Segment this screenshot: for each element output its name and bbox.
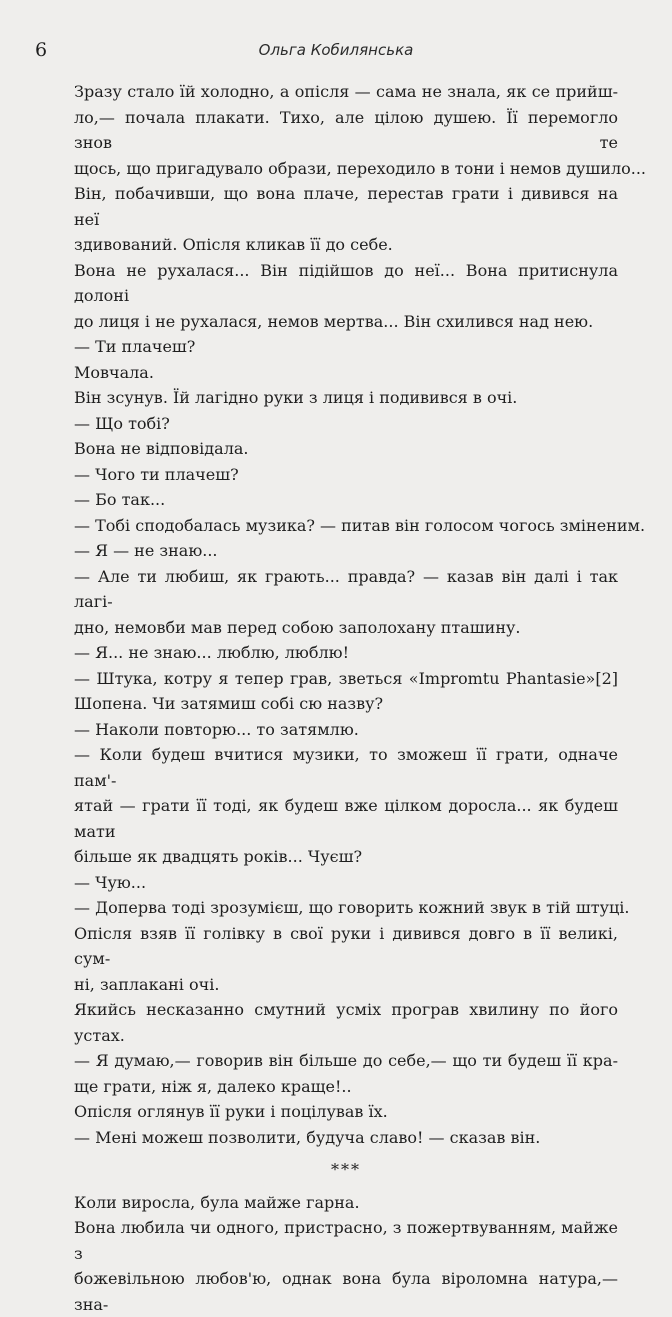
- text-line: — Ти плачеш?: [74, 334, 618, 360]
- text-line: Він зсунув. Їй лагідно руки з лиця і подивився в очі.: [74, 385, 618, 411]
- text-line: Вона не відповідала.: [74, 436, 618, 462]
- page-number: 6: [35, 38, 47, 62]
- text-line: Опісля взяв її голівку в свої руки і дивився довго в її великі, сум-: [74, 921, 618, 972]
- text-line: щось, що пригадувало образи, переходило в тони і немов душило...: [74, 156, 618, 182]
- text-line: Він, побачивши, що вона плаче, перестав грати і дивився на неї: [74, 181, 618, 232]
- text-line: Вона любила чи одного, пристрасно, з пожертвуванням, майже з: [74, 1215, 618, 1266]
- text-block-after-separator: [74, 1190, 618, 1317]
- text-line: Опісля оглянув її руки і поцілував їх.: [74, 1099, 618, 1125]
- text-line: Якийсь несказанно смутний усміх програв хвилину по його: [74, 997, 618, 1023]
- text-line: — Коли будеш вчитися музики, то зможеш її грати, одначе пам'-: [74, 742, 618, 793]
- text-line: Вона не рухалася... Він підійшов до неї... Вона притиснула долоні: [74, 258, 618, 309]
- text-block-main: [74, 79, 618, 1150]
- text-line: — Штука, котру я тепер грав, зветься «Impromtu Phantasie»[2]: [74, 666, 618, 692]
- text-line: — Що тобі?: [74, 411, 618, 437]
- running-header-author: Ольга Кобилянська: [0, 40, 672, 60]
- page-body: [74, 79, 618, 1317]
- text-line: ні, заплакані очі.: [74, 972, 618, 998]
- text-line: — Але ти любиш, як грають... правда? — казав він далі і так лагі-: [74, 564, 618, 615]
- text-line: божевільною любов'ю, однак вона була віроломна натура,— зна-: [74, 1266, 618, 1317]
- text-line: — Я — не знаю...: [74, 538, 618, 564]
- text-line: — Доперва тоді зрозумієш, що говорить кожний звук в тій штуці.: [74, 895, 618, 921]
- text-line: Мовчала.: [74, 360, 618, 386]
- text-line: ще грати, ніж я, далеко краще!..: [74, 1074, 618, 1100]
- text-line: Коли виросла, була майже гарна.: [74, 1190, 618, 1216]
- text-line: — Чого ти плачеш?: [74, 462, 618, 488]
- section-separator: ***: [74, 1157, 618, 1183]
- text-line: — Бо так...: [74, 487, 618, 513]
- text-line: — Я... не знаю... люблю, люблю!: [74, 640, 618, 666]
- text-line: більше як двадцять років... Чуєш?: [74, 844, 618, 870]
- text-line: до лиця і не рухалася, немов мертва... Він схилився над нею.: [74, 309, 618, 335]
- text-line: — Чую...: [74, 870, 618, 896]
- text-line: дно, немовби мав перед собою заполохану пташину.: [74, 615, 618, 641]
- text-line: устах.: [74, 1023, 618, 1049]
- text-line: — Тобі сподобалась музика? — питав він голосом чогось зміненим.: [74, 513, 618, 539]
- text-line: — Наколи повторю... то затямлю.: [74, 717, 618, 743]
- text-line: — Я думаю,— говорив він більше до себе,— що ти будеш її кра-: [74, 1048, 618, 1074]
- text-line: ятай — грати її тоді, як будеш вже цілком доросла... як будеш мати: [74, 793, 618, 844]
- text-line: Зразу стало їй холодно, а опісля — сама не знала, як се прийш-: [74, 79, 618, 105]
- text-line: здивований. Опісля кликав її до себе.: [74, 232, 618, 258]
- text-line: — Мені можеш позволити, будуча славо! — сказав він.: [74, 1125, 618, 1151]
- text-line: ло,— почала плакати. Тихо, але цілою душею. Її перемогло знов те: [74, 105, 618, 156]
- text-line: Шопена. Чи затямиш собі сю назву?: [74, 691, 618, 717]
